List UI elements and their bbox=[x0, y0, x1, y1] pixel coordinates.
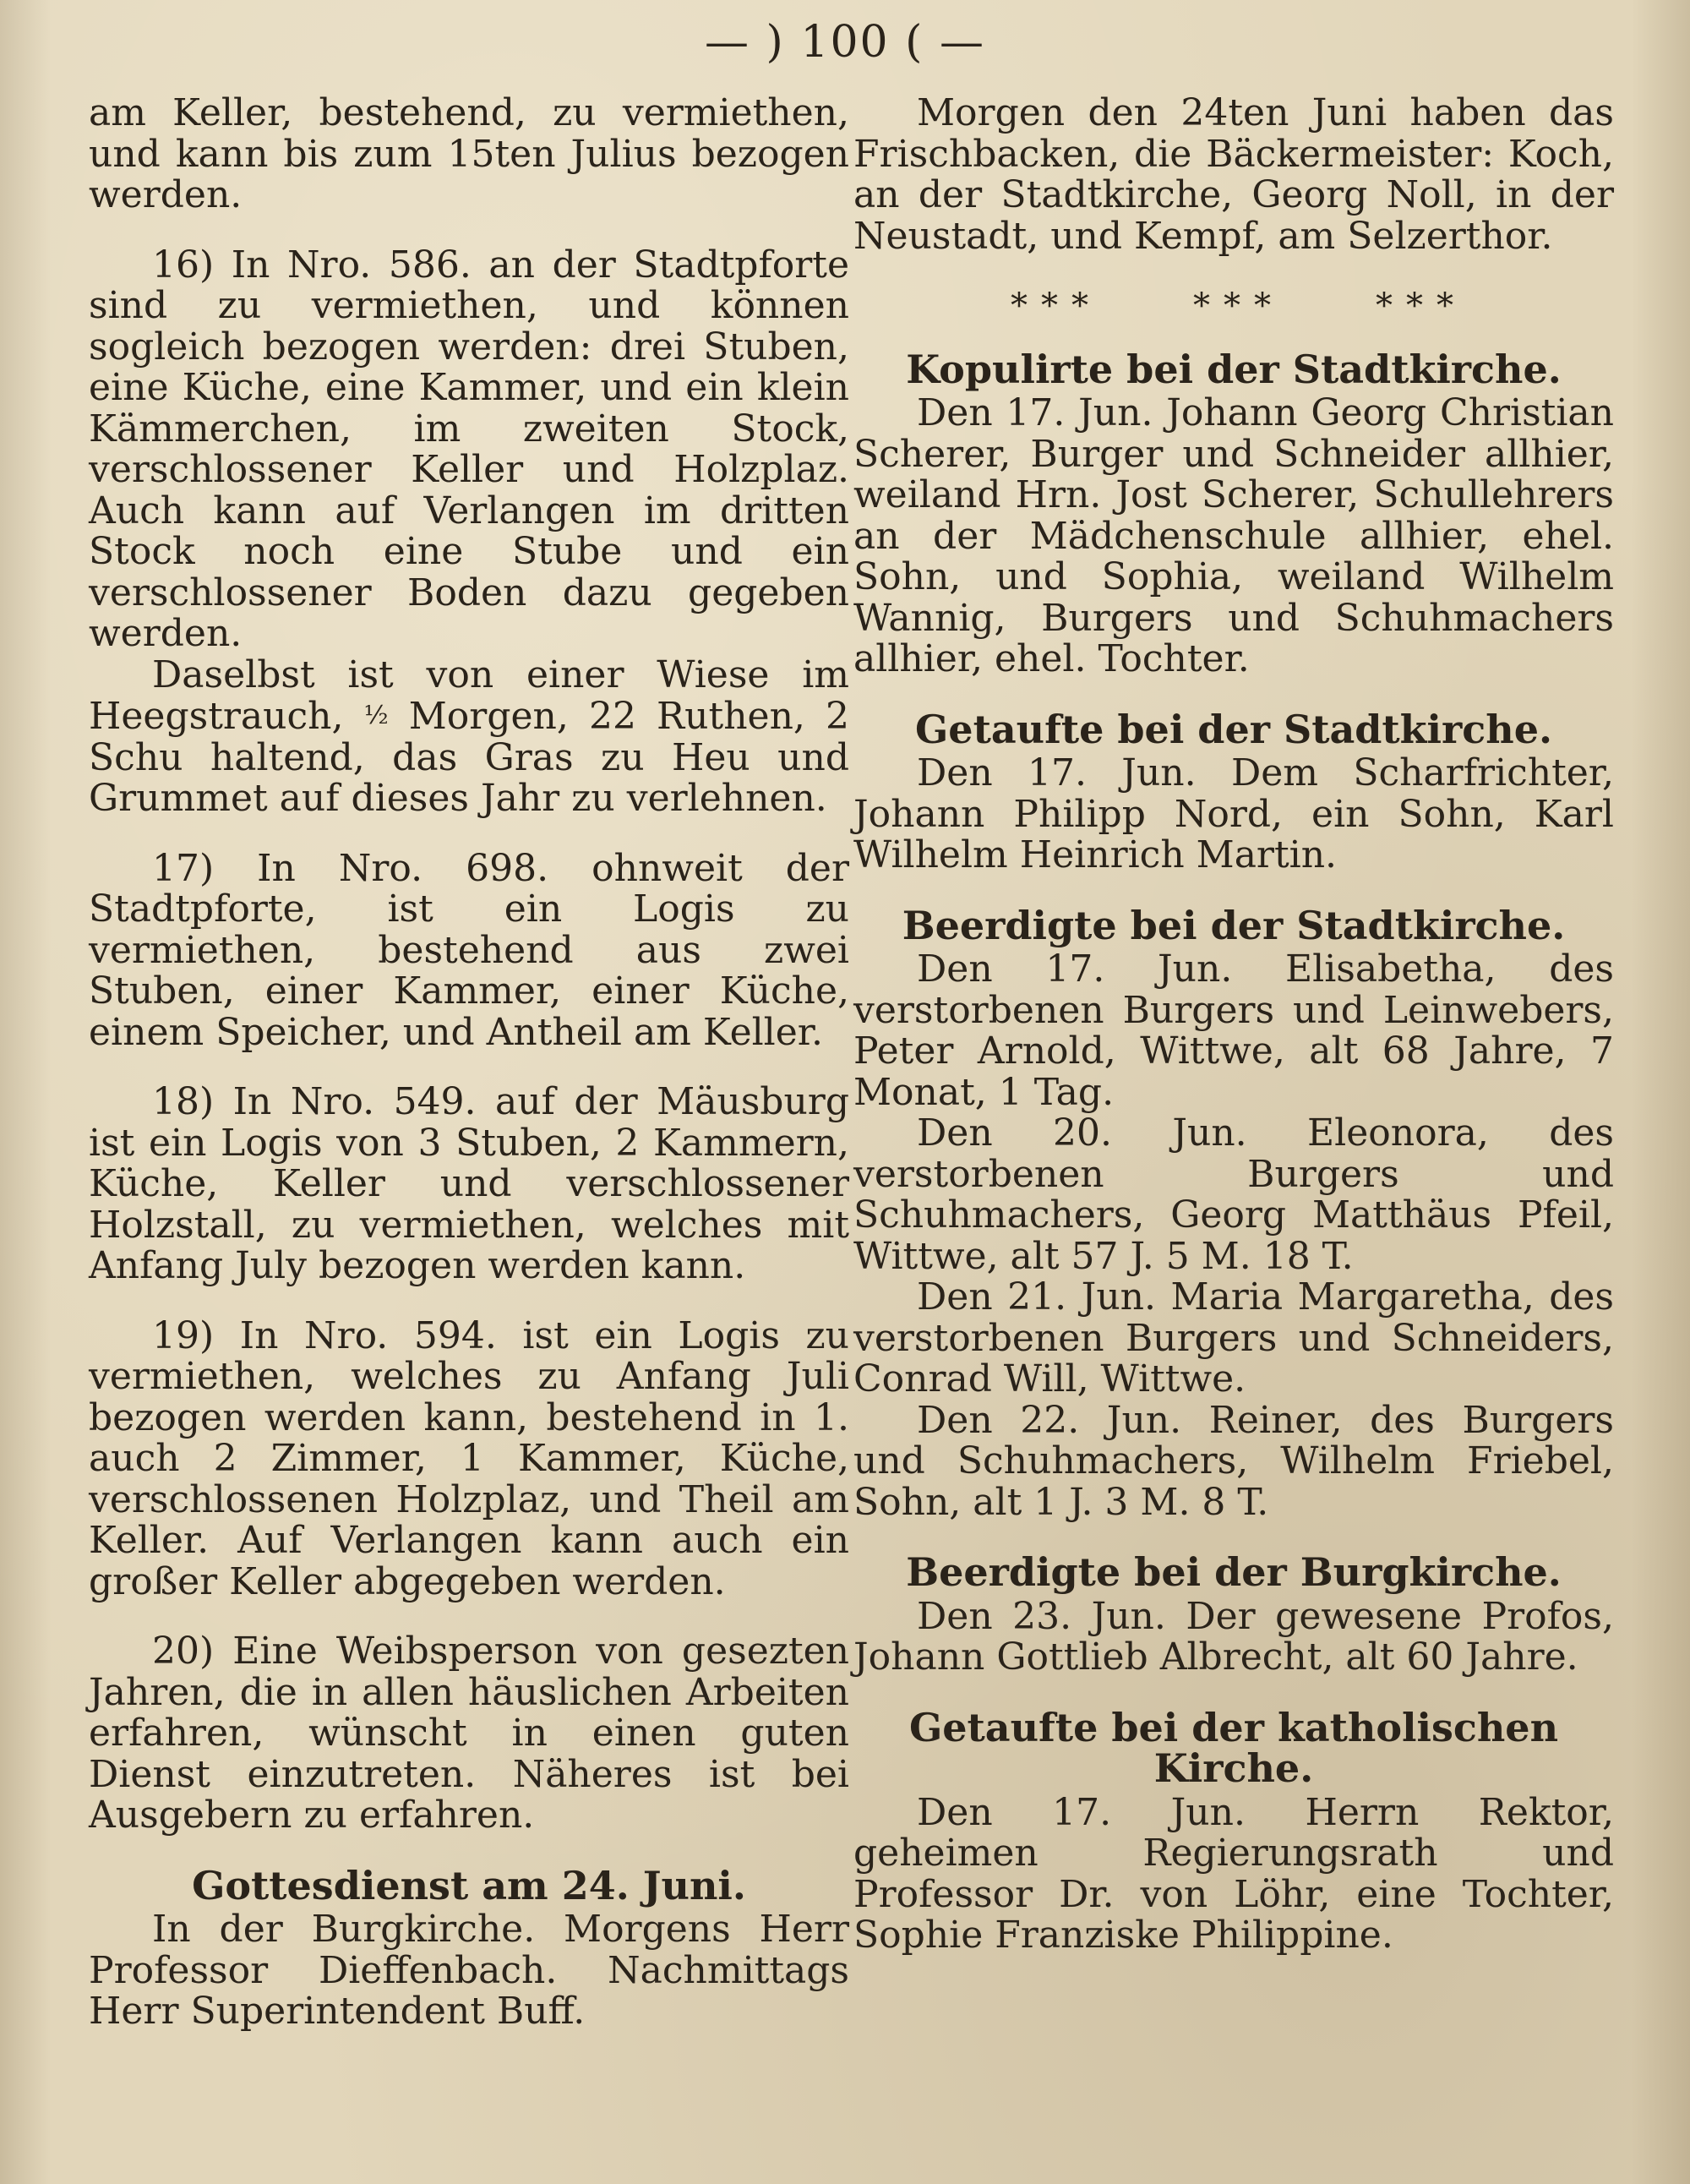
beerdigte-stadtkirche-entry-2: Den 20. Jun. Eleonora, des verstorbenen Burgers und Schuhmachers, Georg Matthäus Pfeil, Wittwe, alt 57 J. 5 M. 18 T. bbox=[853, 1111, 1614, 1278]
page-number-header: — ) 100 ( — bbox=[705, 17, 985, 68]
notice-16-meadow-part-a: Daselbst ist von einer Wiese im Heegstrauch, bbox=[89, 652, 849, 738]
beerdigte-stadtkirche-entry-4: Den 22. Jun. Reiner, des Burgers und Schuhmachers, Wilhelm Friebel, Sohn, alt 1 J. 3 M. 8 T. bbox=[853, 1398, 1614, 1524]
asterism-3: * * * bbox=[1375, 287, 1457, 325]
notice-16-meadow-part-b: Morgen, 22 Ruthen, 2 Schu haltend, das Gras zu Heu und Grummet auf dieses Jahr zu verlehnen. bbox=[89, 695, 849, 820]
getaufte-katholisch-heading: Getaufte bei der katholischen Kirche. bbox=[908, 1704, 1559, 1791]
beerdigte-burgkirche-text: Den 23. Jun. Der gewesene Profos, Johann Gottlieb Albrecht, alt 60 Jahre. bbox=[853, 1594, 1614, 1679]
asterism-2: * * * bbox=[1193, 287, 1274, 325]
gottesdienst-text: In der Burgkirche. Morgens Herr Professor Dieffenbach. Nachmittags Herr Superintendent Buff. bbox=[89, 1908, 849, 2033]
beerdigte-stadtkirche-entry-1: Den 17. Jun. Elisabetha, des verstorbenen Burgers und Leinwebers, Peter Arnold, Wittwe, alt 68 Jahre, 7 Monat, 1 Tag. bbox=[853, 947, 1614, 1114]
getaufte-stadtkirche-text: Den 17. Jun. Dem Scharfrichter, Johann Philipp Nord, ein Sohn, Karl Wilhelm Heinrich Martin. bbox=[853, 751, 1614, 876]
kopulirte-text: Den 17. Jun. Johann Georg Christian Scherer, Burger und Schneider allhier, weiland Hrn. Jost Scherer, Schullehrers an der Mädchenschule allhier, ehel. Sohn, und Sophia, weiland Wilhelm Wannig, Burgers und Schuhmachers allhier, ehel. Tochter. bbox=[853, 391, 1614, 680]
beerdigte-stadtkirche-heading: Beerdigte bei der Stadtkirche. bbox=[902, 902, 1566, 948]
kopulirte-heading: Kopulirte bei der Stadtkirche. bbox=[906, 346, 1562, 392]
fraction-half: ½ bbox=[363, 701, 389, 730]
getaufte-katholisch-text: Den 17. Jun. Herrn Rektor, geheimen Regierungsrath und Professor Dr. von Löhr, eine Tochter, Sophie Franziske Philippine. bbox=[853, 1790, 1614, 1957]
notice-16-meadow bbox=[89, 652, 849, 820]
notice-20: 20) Eine Weibsperson von gesezten Jahren, die in allen häuslichen Arbeiten erfahren, wünscht in einen guten Dienst einzutreten. Näheres ist bei Ausgebern zu erfahren. bbox=[89, 1630, 849, 1837]
getaufte-stadtkirche-heading: Getaufte bei der Stadtkirche. bbox=[915, 706, 1552, 752]
notice-17: 17) In Nro. 698. ohnweit der Stadtpforte, ist ein Logis zu vermiethen, bestehend aus zwei Stuben, einer Kammer, einer Küche, einem Speicher, und Antheil am Keller. bbox=[89, 846, 849, 1054]
beerdigte-burgkirche-heading: Beerdigte bei der Burgkirche. bbox=[906, 1549, 1562, 1595]
beerdigte-stadtkirche-entry-3: Den 21. Jun. Maria Margaretha, des verstorbenen Burgers und Schneiders, Conrad Will, Wittwe. bbox=[853, 1275, 1614, 1400]
notice-16: 16) In Nro. 586. an der Stadtpforte sind zu vermiethen, und können sogleich bezogen werden: drei Stuben, eine Küche, eine Kammer, und ein klein Kämmerchen, im zweiten Stock, verschlossener Keller und Holzplaz. Auch kann auf Verlangen im dritten Stock noch eine Stube und ein verschlossener Boden dazu gegeben werden. bbox=[89, 243, 849, 655]
asterism-1: * * * bbox=[1011, 287, 1092, 325]
gottesdienst-heading: Gottesdienst am 24. Juni. bbox=[192, 1862, 746, 1908]
right-column bbox=[853, 93, 1614, 1985]
notice-18: 18) In Nro. 549. auf der Mäusburg ist ein Logis von 3 Stuben, 2 Kammern, Küche, Keller und verschlossener Holzstall, zu vermiethen, welches mit Anfang July bezogen werden kann. bbox=[89, 1080, 849, 1287]
left-column bbox=[89, 93, 849, 2061]
notice-15-continuation: am Keller, bestehend, zu vermiethen, und kann bis zum 15ten Julius bezogen werden. bbox=[89, 91, 849, 216]
asterism-divider bbox=[853, 286, 1614, 327]
notice-19: 19) In Nro. 594. ist ein Logis zu vermiethen, welches zu Anfang Juli bezogen werden kann, bestehend in 1. auch 2 Zimmer, 1 Kammer, Küche, verschlossenen Holzplaz, und Theil am Keller. Auf Verlangen kann auch ein großer Keller abgegeben werden. bbox=[89, 1313, 849, 1603]
frischbacken-notice: Morgen den 24ten Juni haben das Frischbacken, die Bäckermeister: Koch, an der Stadtkirche, Georg Noll, in der Neustadt, und Kempf, am Selzerthor. bbox=[853, 91, 1614, 258]
